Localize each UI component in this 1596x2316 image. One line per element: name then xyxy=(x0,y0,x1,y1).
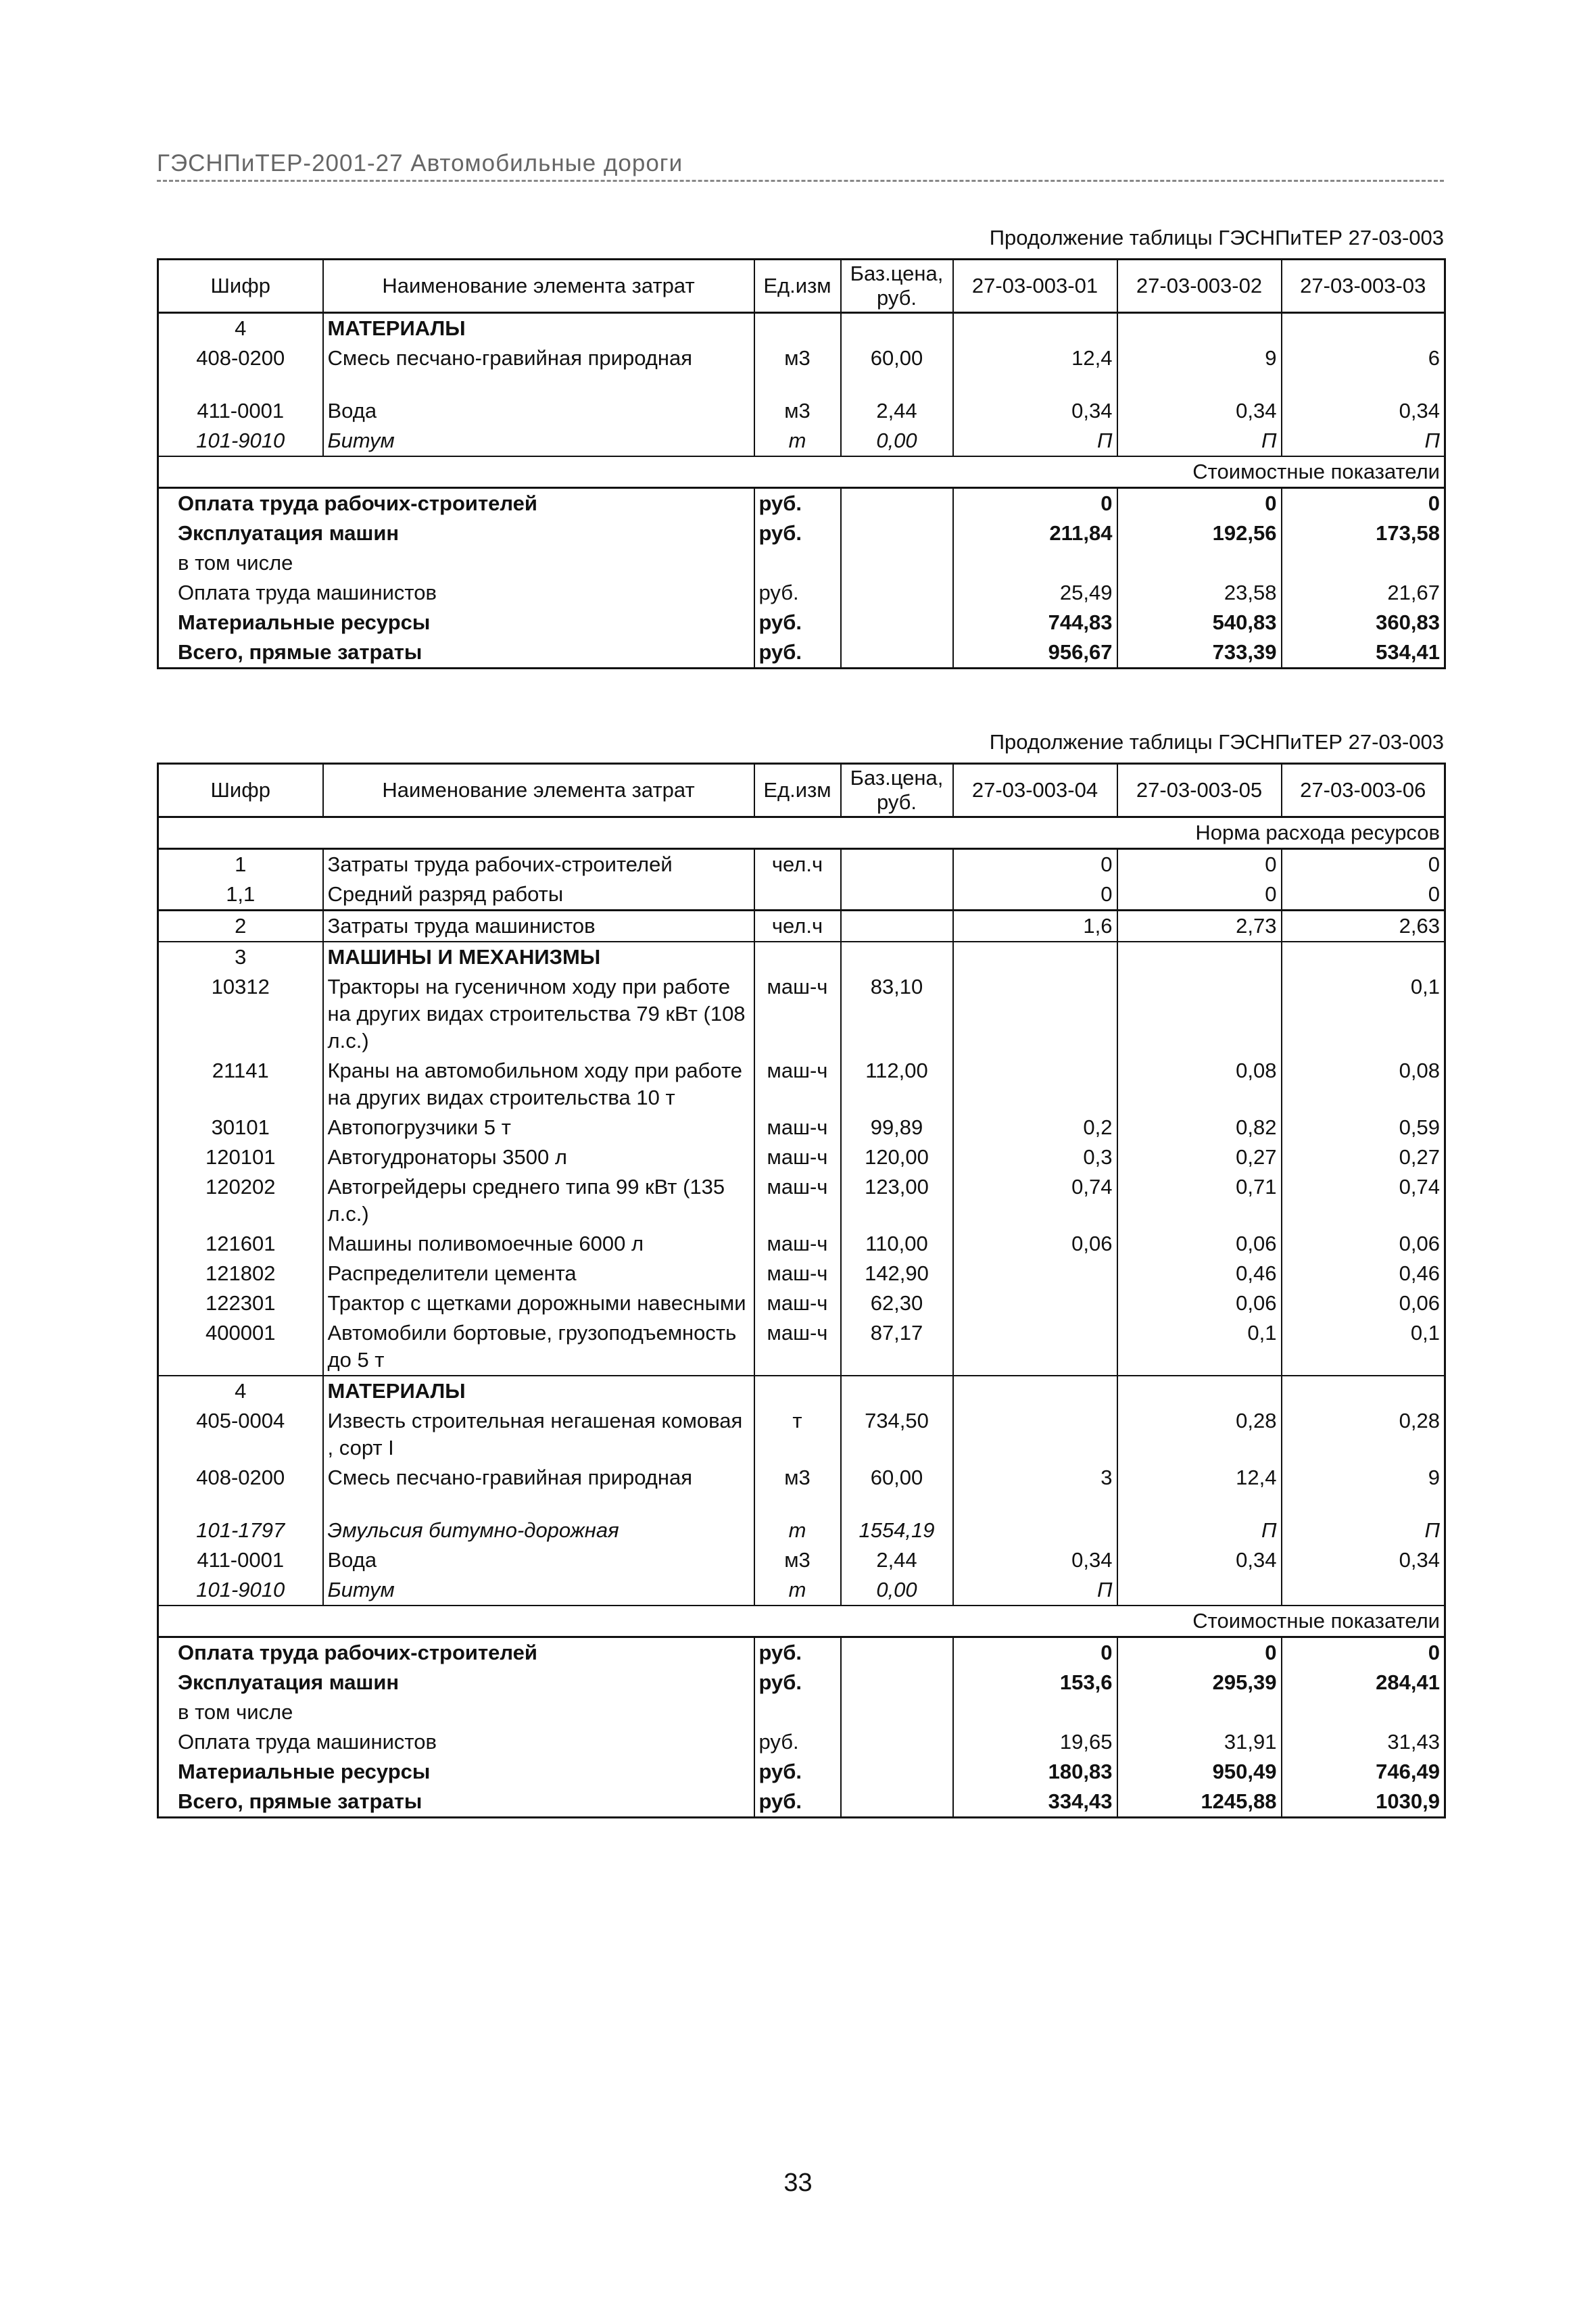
cost-row xyxy=(158,1697,1445,1727)
cost-label-row xyxy=(158,1606,1445,1637)
row-name: Автомобили бортовые, грузоподъемность до 5 т xyxy=(323,1318,754,1376)
table-row xyxy=(158,972,1445,1056)
row-value: 25,49 xyxy=(953,578,1117,608)
table-row xyxy=(158,1229,1445,1259)
norm-label-row xyxy=(158,817,1445,849)
row-value: 0,34 xyxy=(1282,396,1445,426)
row-value: 0,3 xyxy=(953,1142,1117,1172)
row-value: 0,28 xyxy=(1117,1406,1282,1463)
section-row xyxy=(158,1376,1445,1406)
row-name: Распределители цемента xyxy=(323,1259,754,1288)
row-value: П xyxy=(1117,426,1282,456)
row-code: 2 xyxy=(158,911,323,942)
row-value: 211,84 xyxy=(953,518,1117,548)
row-name: Смесь песчано-гравийная природная xyxy=(323,1463,754,1493)
row-value: 192,56 xyxy=(1117,518,1282,548)
row-unit: т xyxy=(754,1575,841,1606)
table-row xyxy=(158,1318,1445,1376)
row-code: 122301 xyxy=(158,1288,323,1318)
col-id-header: 27-03-003-03 xyxy=(1282,260,1445,313)
row-code: 101-1797 xyxy=(158,1516,323,1545)
table-row xyxy=(158,911,1445,942)
row-price: 112,00 xyxy=(841,1056,953,1113)
col-name-header: Наименование элемента затрат xyxy=(323,260,754,313)
row-code: 120101 xyxy=(158,1142,323,1172)
table-row xyxy=(158,1516,1445,1545)
cost-row xyxy=(158,637,1445,669)
row-value: 746,49 xyxy=(1282,1757,1445,1787)
cost-row xyxy=(158,1787,1445,1818)
row-unit: м3 xyxy=(754,1545,841,1575)
row-unit: руб. xyxy=(754,1727,841,1757)
row-code: 4 xyxy=(158,1376,323,1406)
row-value: 1,6 xyxy=(953,911,1117,942)
row-code: 3 xyxy=(158,942,323,972)
row-value xyxy=(953,1318,1117,1376)
row-code: 121802 xyxy=(158,1259,323,1288)
row-value: П xyxy=(1282,1516,1445,1545)
row-value: 0,27 xyxy=(1282,1142,1445,1172)
row-value: 31,91 xyxy=(1117,1727,1282,1757)
row-unit: т xyxy=(754,1406,841,1463)
row-value xyxy=(1117,1575,1282,1606)
section-title: МАШИНЫ И МЕХАНИЗМЫ xyxy=(323,942,754,972)
row-code: 408-0200 xyxy=(158,1463,323,1493)
row-price xyxy=(841,879,953,911)
row-unit: маш-ч xyxy=(754,1142,841,1172)
row-name: Вода xyxy=(323,396,754,426)
row-value: 0,06 xyxy=(1117,1229,1282,1259)
row-unit: маш-ч xyxy=(754,1056,841,1113)
cost-row xyxy=(158,518,1445,548)
row-name: Битум xyxy=(323,426,754,456)
row-unit: маш-ч xyxy=(754,972,841,1056)
row-price xyxy=(841,911,953,942)
row-name: Краны на автомобильном ходу при работе на других видах строительства 10 т xyxy=(323,1056,754,1113)
section-title: МАТЕРИАЛЫ xyxy=(323,313,754,344)
row-value: 744,83 xyxy=(953,608,1117,637)
table-row xyxy=(158,1463,1445,1493)
section-row xyxy=(158,942,1445,972)
table2-header-row xyxy=(158,764,1445,817)
row-value: 0 xyxy=(1117,879,1282,911)
row-value xyxy=(953,972,1117,1056)
row-value: 1030,9 xyxy=(1282,1787,1445,1818)
row-name: Автогудронаторы 3500 л xyxy=(323,1142,754,1172)
cost-row xyxy=(158,1727,1445,1757)
row-unit: руб. xyxy=(754,1637,841,1668)
row-code: 30101 xyxy=(158,1113,323,1142)
table1-header-row xyxy=(158,260,1445,313)
row-value: 0 xyxy=(953,879,1117,911)
table1 xyxy=(157,258,1446,669)
row-value: П xyxy=(953,426,1117,456)
row-value: 2,73 xyxy=(1117,911,1282,942)
table-row xyxy=(158,1288,1445,1318)
row-value: 0 xyxy=(953,1637,1117,1668)
row-value: 956,67 xyxy=(953,637,1117,669)
table1-caption: Продолжение таблицы ГЭСНПиТЕР 27-03-003 xyxy=(989,226,1444,249)
row-value: 12,4 xyxy=(1117,1463,1282,1493)
norm-label: Норма расхода ресурсов xyxy=(953,817,1445,849)
cost-label: Стоимостные показатели xyxy=(953,456,1445,488)
row-value: 0,06 xyxy=(1282,1229,1445,1259)
row-name: Затраты труда рабочих-строителей xyxy=(323,849,754,880)
col-id-header: 27-03-003-02 xyxy=(1117,260,1282,313)
cost-label-row xyxy=(158,456,1445,488)
cost-row xyxy=(158,1668,1445,1697)
row-name: Тракторы на гусеничном ходу при работе на других видах строительства 79 кВт (108 л.с.) xyxy=(323,972,754,1056)
row-name: Эксплуатация машин xyxy=(158,1668,754,1697)
row-price: 2,44 xyxy=(841,396,953,426)
row-price: 87,17 xyxy=(841,1318,953,1376)
row-code: 21141 xyxy=(158,1056,323,1113)
col-price-header: Баз.цена, руб. xyxy=(841,260,953,313)
row-value xyxy=(953,1406,1117,1463)
row-code: 400001 xyxy=(158,1318,323,1376)
row-unit: маш-ч xyxy=(754,1259,841,1288)
row-value: 334,43 xyxy=(953,1787,1117,1818)
row-code: 10312 xyxy=(158,972,323,1056)
row-name: Автогрейдеры среднего типа 99 кВт (135 л.с.) xyxy=(323,1172,754,1229)
row-code: 1,1 xyxy=(158,879,323,911)
row-code: 411-0001 xyxy=(158,1545,323,1575)
row-value: 6 xyxy=(1282,343,1445,373)
row-value: 0,1 xyxy=(1117,1318,1282,1376)
col-name-header: Наименование элемента затрат xyxy=(323,764,754,817)
running-header: ГЭСНПиТЕР-2001-27 Автомобильные дороги xyxy=(157,150,1444,182)
col-id-header: 27-03-003-04 xyxy=(953,764,1117,817)
row-value: 1245,88 xyxy=(1117,1787,1282,1818)
row-unit: маш-ч xyxy=(754,1229,841,1259)
row-unit: т xyxy=(754,1516,841,1545)
row-code: 405-0004 xyxy=(158,1406,323,1463)
row-value: 21,67 xyxy=(1282,578,1445,608)
row-unit xyxy=(754,879,841,911)
row-code: 101-9010 xyxy=(158,426,323,456)
row-name: Материальные ресурсы xyxy=(158,1757,754,1787)
row-name: Машины поливомоечные 6000 л xyxy=(323,1229,754,1259)
row-value: 0,34 xyxy=(1117,396,1282,426)
row-value: 540,83 xyxy=(1117,608,1282,637)
cost-row xyxy=(158,548,1445,578)
table-row xyxy=(158,426,1445,456)
row-code: 120202 xyxy=(158,1172,323,1229)
row-value: 31,43 xyxy=(1282,1727,1445,1757)
row-value: 0,34 xyxy=(953,396,1117,426)
row-name: Битум xyxy=(323,1575,754,1606)
row-value: 534,41 xyxy=(1282,637,1445,669)
cost-row xyxy=(158,488,1445,519)
row-value: 0 xyxy=(1117,849,1282,880)
row-name: Эмульсия битумно-дорожная xyxy=(323,1516,754,1545)
col-unit-header: Ед.изм xyxy=(754,764,841,817)
row-value: 0,34 xyxy=(1117,1545,1282,1575)
row-value: 0 xyxy=(1282,879,1445,911)
row-price: 0,00 xyxy=(841,426,953,456)
row-name: Средний разряд работы xyxy=(323,879,754,911)
table-row xyxy=(158,343,1445,373)
row-code: 101-9010 xyxy=(158,1575,323,1606)
row-value xyxy=(953,1288,1117,1318)
table-row xyxy=(158,1545,1445,1575)
row-name: Эксплуатация машин xyxy=(158,518,754,548)
row-price: 99,89 xyxy=(841,1113,953,1142)
row-value: 180,83 xyxy=(953,1757,1117,1787)
table-row xyxy=(158,1259,1445,1288)
table2-caption: Продолжение таблицы ГЭСНПиТЕР 27-03-003 xyxy=(989,730,1444,754)
row-name: в том числе xyxy=(158,548,754,578)
row-price: 60,00 xyxy=(841,343,953,373)
row-unit: руб. xyxy=(754,578,841,608)
row-price: 83,10 xyxy=(841,972,953,1056)
row-value: П xyxy=(1117,1516,1282,1545)
row-price: 2,44 xyxy=(841,1545,953,1575)
row-value: 0,59 xyxy=(1282,1113,1445,1142)
cost-label: Стоимостные показатели xyxy=(953,1606,1445,1637)
row-code: 121601 xyxy=(158,1229,323,1259)
row-value: 950,49 xyxy=(1117,1757,1282,1787)
row-unit: руб. xyxy=(754,1757,841,1787)
row-value: 284,41 xyxy=(1282,1668,1445,1697)
row-unit: м3 xyxy=(754,1463,841,1493)
row-value: 295,39 xyxy=(1117,1668,1282,1697)
cost-row xyxy=(158,578,1445,608)
page-number: 33 xyxy=(783,2169,813,2197)
row-value: 9 xyxy=(1282,1463,1445,1493)
row-price: 123,00 xyxy=(841,1172,953,1229)
row-value: 0,46 xyxy=(1282,1259,1445,1288)
section-row xyxy=(158,313,1445,344)
row-value: П xyxy=(953,1575,1117,1606)
row-unit: т xyxy=(754,426,841,456)
table-row xyxy=(158,1406,1445,1463)
section-title: МАТЕРИАЛЫ xyxy=(323,1376,754,1406)
row-value xyxy=(953,1056,1117,1113)
row-value: 9 xyxy=(1117,343,1282,373)
cost-row xyxy=(158,608,1445,637)
row-value: 360,83 xyxy=(1282,608,1445,637)
row-value xyxy=(1117,972,1282,1056)
row-name: Оплата труда машинистов xyxy=(158,578,754,608)
table-row xyxy=(158,1056,1445,1113)
row-unit: руб. xyxy=(754,608,841,637)
row-unit: м3 xyxy=(754,396,841,426)
row-value: 173,58 xyxy=(1282,518,1445,548)
col-code-header: Шифр xyxy=(158,260,323,313)
row-value: 0,08 xyxy=(1117,1056,1282,1113)
col-id-header: 27-03-003-06 xyxy=(1282,764,1445,817)
row-unit: руб. xyxy=(754,637,841,669)
row-code: 411-0001 xyxy=(158,396,323,426)
row-value: 0,74 xyxy=(1282,1172,1445,1229)
table-row xyxy=(158,1575,1445,1606)
row-unit: руб. xyxy=(754,1787,841,1818)
row-value: 0,74 xyxy=(953,1172,1117,1229)
row-price xyxy=(841,849,953,880)
table2 xyxy=(157,763,1446,1818)
row-price: 110,00 xyxy=(841,1229,953,1259)
row-value: 0,27 xyxy=(1117,1142,1282,1172)
row-value: 153,6 xyxy=(953,1668,1117,1697)
row-unit: руб. xyxy=(754,518,841,548)
table-row xyxy=(158,396,1445,426)
row-value: 0 xyxy=(1282,488,1445,519)
row-price: 120,00 xyxy=(841,1142,953,1172)
row-value: 0,82 xyxy=(1117,1113,1282,1142)
row-value: 0,08 xyxy=(1282,1056,1445,1113)
row-unit: м3 xyxy=(754,343,841,373)
row-price: 0,00 xyxy=(841,1575,953,1606)
row-name: Вода xyxy=(323,1545,754,1575)
row-unit: маш-ч xyxy=(754,1172,841,1229)
row-value: 3 xyxy=(953,1463,1117,1493)
row-name: Материальные ресурсы xyxy=(158,608,754,637)
row-price: 734,50 xyxy=(841,1406,953,1463)
row-value: 0,1 xyxy=(1282,972,1445,1056)
row-unit: руб. xyxy=(754,488,841,519)
col-id-header: 27-03-003-05 xyxy=(1117,764,1282,817)
row-name: Оплата труда рабочих-строителей xyxy=(158,488,754,519)
row-value: 0,34 xyxy=(1282,1545,1445,1575)
row-value: 0,2 xyxy=(953,1113,1117,1142)
row-value: 0,71 xyxy=(1117,1172,1282,1229)
row-value: 0,06 xyxy=(1282,1288,1445,1318)
row-value: 0 xyxy=(1282,1637,1445,1668)
col-code-header: Шифр xyxy=(158,764,323,817)
row-value: 23,58 xyxy=(1117,578,1282,608)
cost-row xyxy=(158,1757,1445,1787)
row-name: Трактор с щетками дорожными навесными xyxy=(323,1288,754,1318)
row-unit: маш-ч xyxy=(754,1113,841,1142)
row-value: 0 xyxy=(953,849,1117,880)
row-value xyxy=(953,1259,1117,1288)
col-unit-header: Ед.изм xyxy=(754,260,841,313)
row-name: Оплата труда машинистов xyxy=(158,1727,754,1757)
row-value: 0 xyxy=(1117,1637,1282,1668)
row-value: 0 xyxy=(1117,488,1282,519)
row-value: 12,4 xyxy=(953,343,1117,373)
row-name: Всего, прямые затраты xyxy=(158,1787,754,1818)
row-name: Затраты труда машинистов xyxy=(323,911,754,942)
table-row xyxy=(158,1142,1445,1172)
row-name: Смесь песчано-гравийная природная xyxy=(323,343,754,373)
row-name: Автопогрузчики 5 т xyxy=(323,1113,754,1142)
table-row xyxy=(158,879,1445,911)
row-value: 0 xyxy=(1282,849,1445,880)
row-value: 19,65 xyxy=(953,1727,1117,1757)
row-value xyxy=(1282,1575,1445,1606)
row-unit: маш-ч xyxy=(754,1288,841,1318)
row-value: 0,06 xyxy=(953,1229,1117,1259)
col-id-header: 27-03-003-01 xyxy=(953,260,1117,313)
row-value xyxy=(953,1516,1117,1545)
row-unit: руб. xyxy=(754,1668,841,1697)
row-code: 4 xyxy=(158,313,323,344)
row-value: 0,34 xyxy=(953,1545,1117,1575)
col-price-header: Баз.цена, руб. xyxy=(841,764,953,817)
table-row xyxy=(158,849,1445,880)
row-value: 0,06 xyxy=(1117,1288,1282,1318)
row-value: 0 xyxy=(953,488,1117,519)
row-price: 1554,19 xyxy=(841,1516,953,1545)
row-value: 733,39 xyxy=(1117,637,1282,669)
row-value: 0,1 xyxy=(1282,1318,1445,1376)
row-name: Известь строительная негашеная комовая , сорт I xyxy=(323,1406,754,1463)
row-unit: чел.ч xyxy=(754,849,841,880)
row-value: 2,63 xyxy=(1282,911,1445,942)
table-row xyxy=(158,1172,1445,1229)
row-code: 1 xyxy=(158,849,323,880)
row-code: 408-0200 xyxy=(158,343,323,373)
row-unit: маш-ч xyxy=(754,1318,841,1376)
row-value: П xyxy=(1282,426,1445,456)
row-name: в том числе xyxy=(158,1697,754,1727)
row-unit: чел.ч xyxy=(754,911,841,942)
row-name: Оплата труда рабочих-строителей xyxy=(158,1637,754,1668)
row-price: 142,90 xyxy=(841,1259,953,1288)
row-name: Всего, прямые затраты xyxy=(158,637,754,669)
row-price: 60,00 xyxy=(841,1463,953,1493)
table-row xyxy=(158,1113,1445,1142)
row-value: 0,46 xyxy=(1117,1259,1282,1288)
row-price: 62,30 xyxy=(841,1288,953,1318)
cost-row xyxy=(158,1637,1445,1668)
row-value: 0,28 xyxy=(1282,1406,1445,1463)
